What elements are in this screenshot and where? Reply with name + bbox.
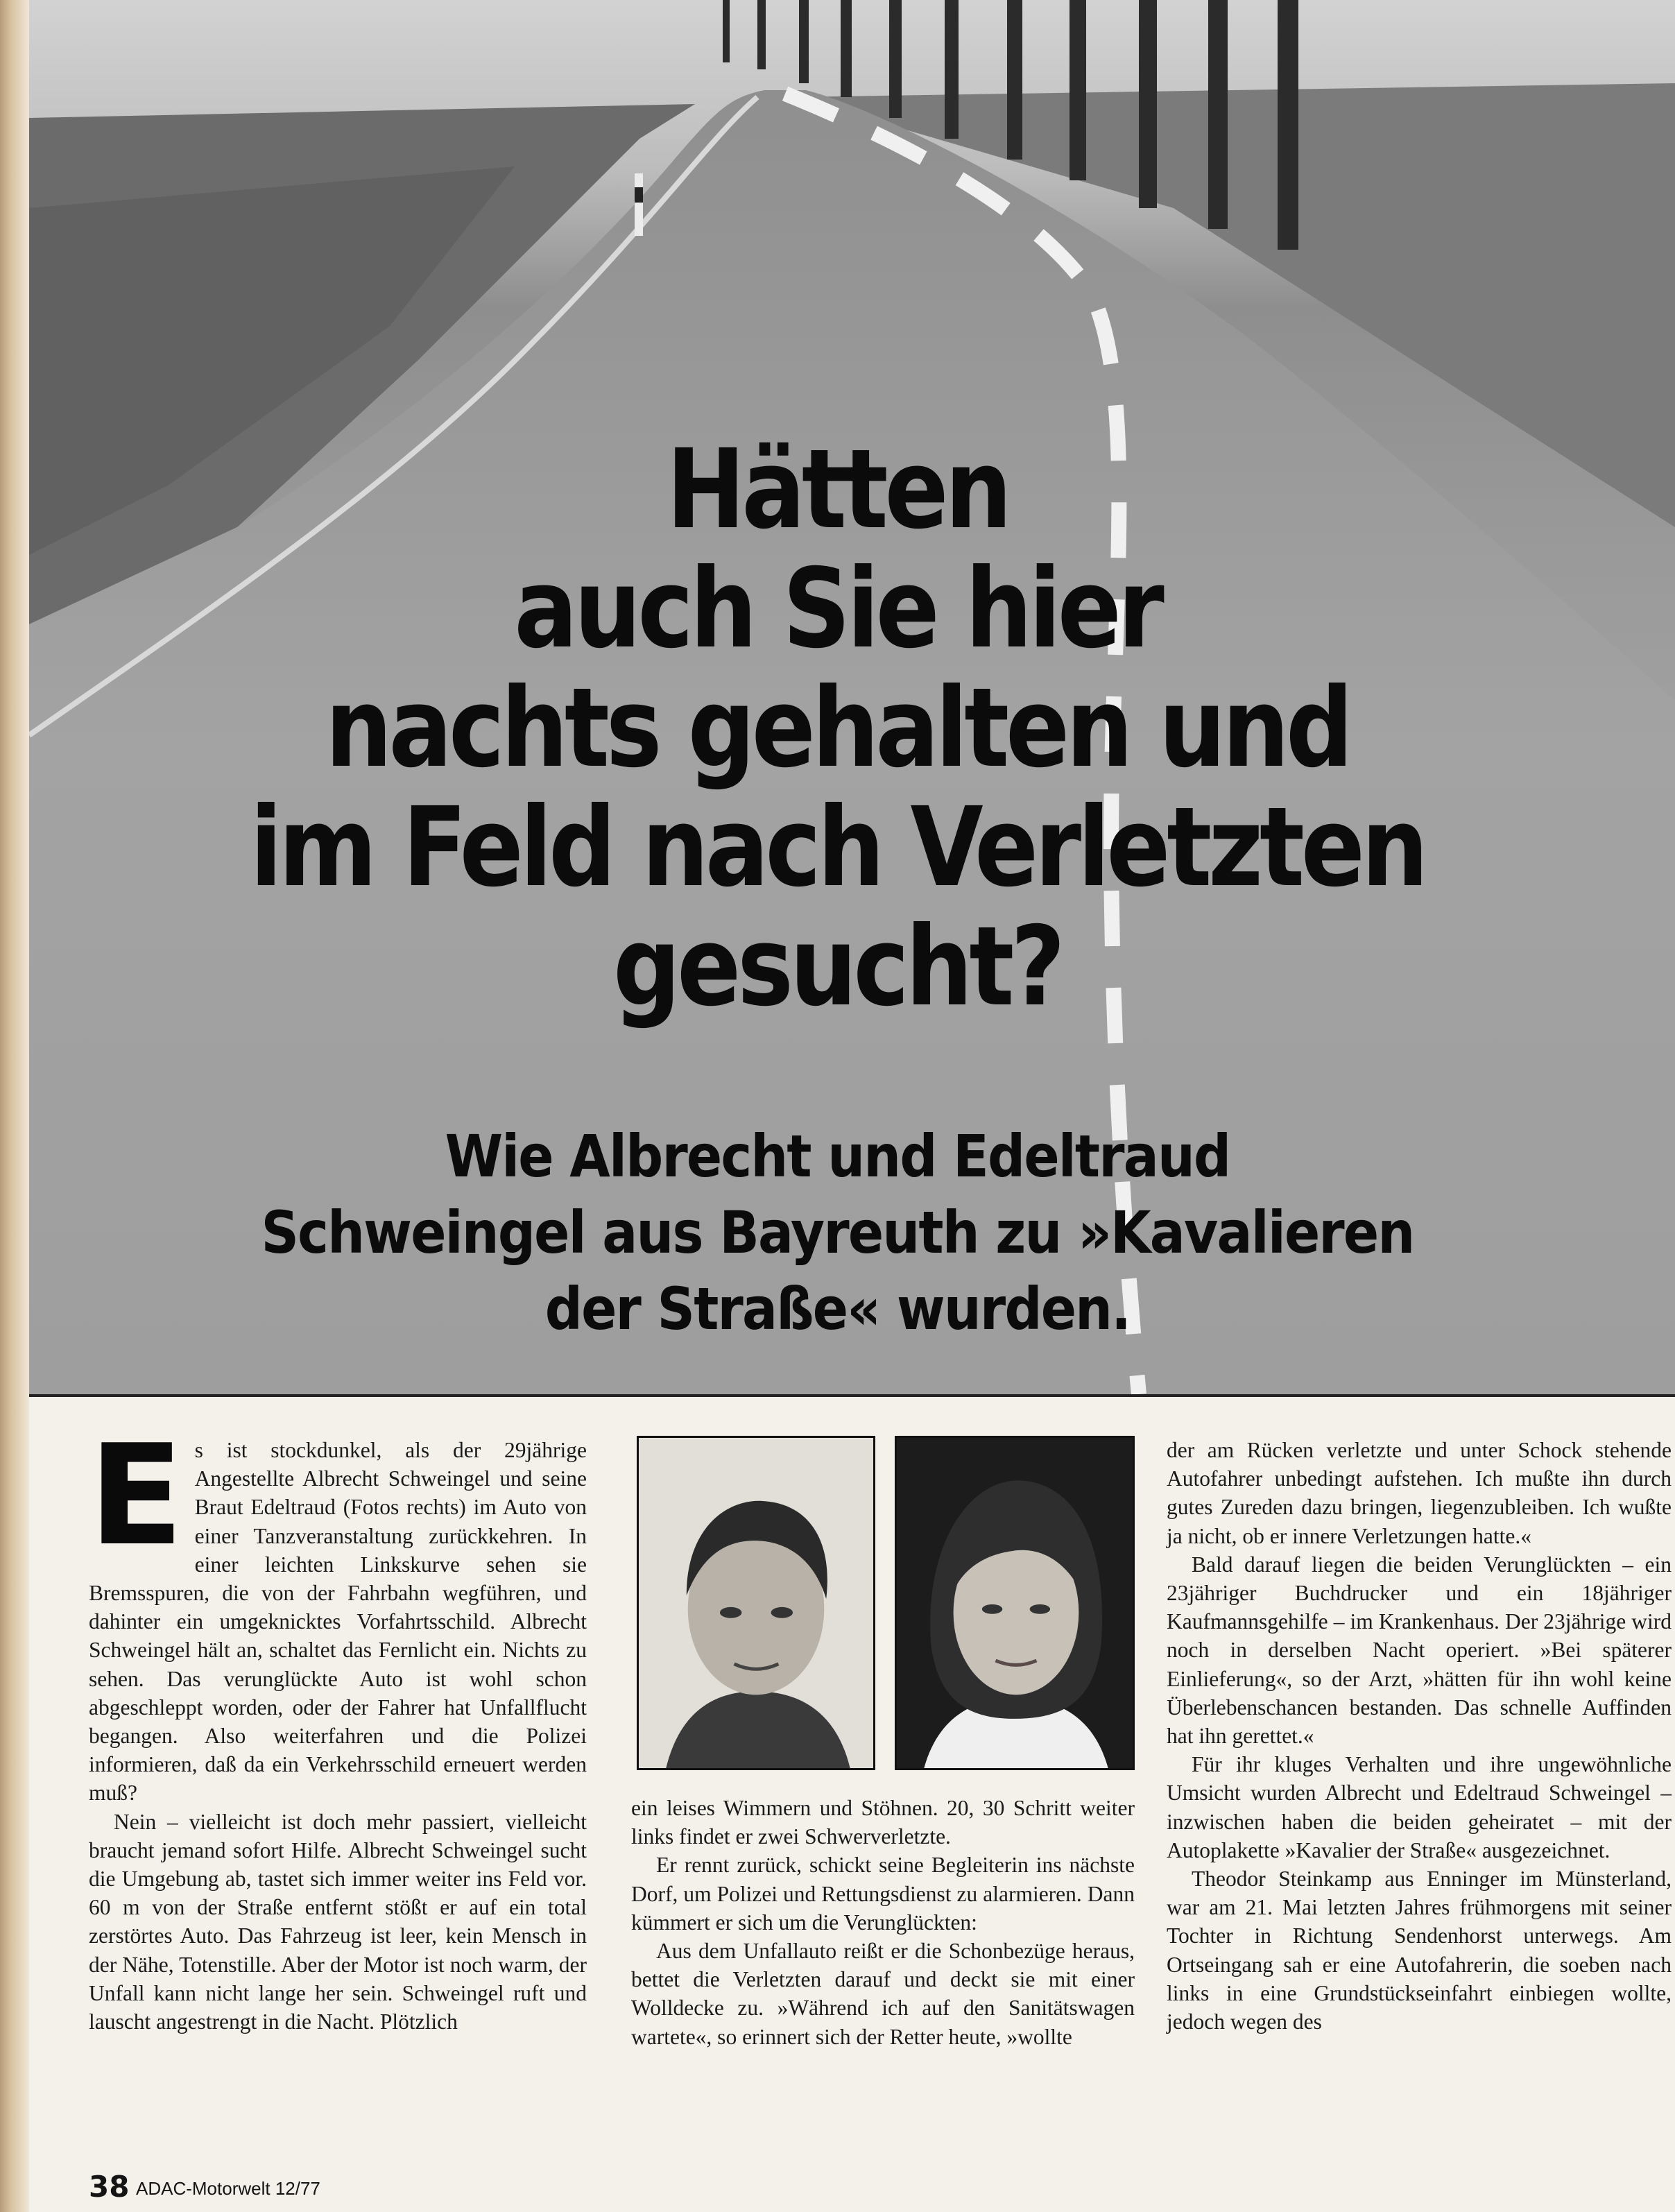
subheadline-line: der Straße« wurden. (544, 1275, 1131, 1343)
article-paragraph: der am Rücken verletzte und unter Schock stehende Autofahrer unbedingt aufstehen. Ich mußte ihn durch gutes Zureden dazu bringen, liegenzubleiben. Ich wußte ja nicht, ob er innere Verletzungen hatte.« (1167, 1438, 1672, 1548)
magazine-issue: ADAC-Motorwelt 12/77 (136, 2178, 320, 2199)
article-paragraph: Für ihr kluges Verhalten und ihre ungewöhnliche Umsicht wurden Albrecht und Edeltraud Schweingel – inzwischen haben die beiden geheiratet – mit der Autoplakette »Kavalier der Straße« ausgezeichnet. (1167, 1752, 1672, 1862)
headline-line: gesucht? (613, 903, 1062, 1031)
article-paragraph: Aus dem Unfallauto reißt er die Schonbezüge heraus, bettet die Verletzten darauf und deckt sie mit einer Wolldecke zu. »Während ich auf den Sanitätswagen wartete«, so erinnert sich der Retter heute, »wollte (631, 1939, 1135, 2049)
headline-line: nachts gehalten und (325, 665, 1350, 792)
paragraph-text: s ist stockdunkel, als der 29jährige Angestellte Albrecht Schweingel und seine Braut Edeltraud (Fotos rechts) im Auto von einer Tanzveranstaltung zurückkehren. In einer leichten Linkskurve sehen sie Bremsspuren, die von der Fahrbahn wegführen, und dahinter ein umgeknicktes Vorfahrtsschild. Albrecht Schweingel hält an, schaltet das Fernlicht ein. Nichts zu sehen. Das verunglückte Auto ist wohl schon abgeschleppt worden, oder der Fahrer hat Unfallflucht begangen. Also weiterfahren und die Polizei informieren, daß da ein Verkehrsschild erneuert werden muß? (89, 1438, 587, 1806)
subheadline (84, 1118, 1592, 1347)
subheadline-line: Wie Albrecht und Edeltraud (445, 1122, 1230, 1190)
article-paragraph: Bald darauf liegen die beiden Verunglückten – ein 23jähriger Buchdrucker und ein 18jähriger Kaufmannsgehilfe – im Krankenhaus. Der 23jährige wird noch in derselben Nacht operiert. »Bei späterer Einlieferung«, so der Arzt, »hätten für ihn wohl keine Überlebenschancen bestanden. Das schnelle Auffinden hat ihn gerettet.« (1167, 1552, 1672, 1749)
portrait-photo-albrecht (637, 1436, 875, 1770)
page-number: 38 (89, 2170, 130, 2204)
article-column-2 (631, 1794, 1135, 2051)
portrait-photo-edeltraud (895, 1436, 1135, 1770)
article-paragraph (89, 1415, 587, 1808)
section-divider (29, 1394, 1675, 1397)
headline-line: Hätten (666, 426, 1009, 554)
headline (117, 426, 1558, 1031)
article-paragraph: ein leises Wimmern und Stöhnen. 20, 30 Schritt weiter links findet er zwei Schwerverletzte. (631, 1796, 1135, 1849)
subheadline-line: Schweingel aus Bayreuth zu »Kavalieren (261, 1199, 1414, 1267)
article-column-3 (1167, 1436, 1672, 2036)
drop-cap: E (89, 1415, 184, 1577)
article-paragraph: Theodor Steinkamp aus Enninger im Münsterland, war am 21. Mai letzten Jahres frühmorgens mit seiner Tochter in Richtung Sendenhorst unterwegs. Am Ortseingang sah er eine Autofahrerin, die soeben nach links in eine Grundstückseinfahrt einbiegen wollte, jedoch wegen des (1167, 1867, 1672, 2034)
article-paragraph: Er rennt zurück, schickt seine Begleiterin ins nächste Dorf, um Polizei und Rettungsdienst zu alarmieren. Dann kümmert er sich um die Verunglückten: (631, 1853, 1135, 1935)
headline-line: im Feld nach Verletzten (250, 784, 1425, 911)
portrait-illustration (639, 1438, 873, 1768)
article-paragraph: Nein – vielleicht ist doch mehr passiert, vielleicht braucht jemand sofort Hilfe. Albrecht Schweingel sucht die Umgebung ab, tastet sich immer weiter ins Feld vor. 60 m von der Straße entfernt stößt er auf ein total zerstörtes Auto. Das Fahrzeug ist leer, kein Mensch in der Nähe, Totenstille. Aber der Motor ist noch warm, der Unfall kann nicht lange her sein. Schweingel ruft und lauscht angestrengt in die Nacht. Plötzlich (89, 1809, 587, 2034)
page-edge (0, 0, 29, 2212)
article-column-1 (89, 1415, 587, 2036)
headline-line: auch Sie hier (514, 545, 1161, 673)
portrait-illustration (897, 1438, 1133, 1768)
